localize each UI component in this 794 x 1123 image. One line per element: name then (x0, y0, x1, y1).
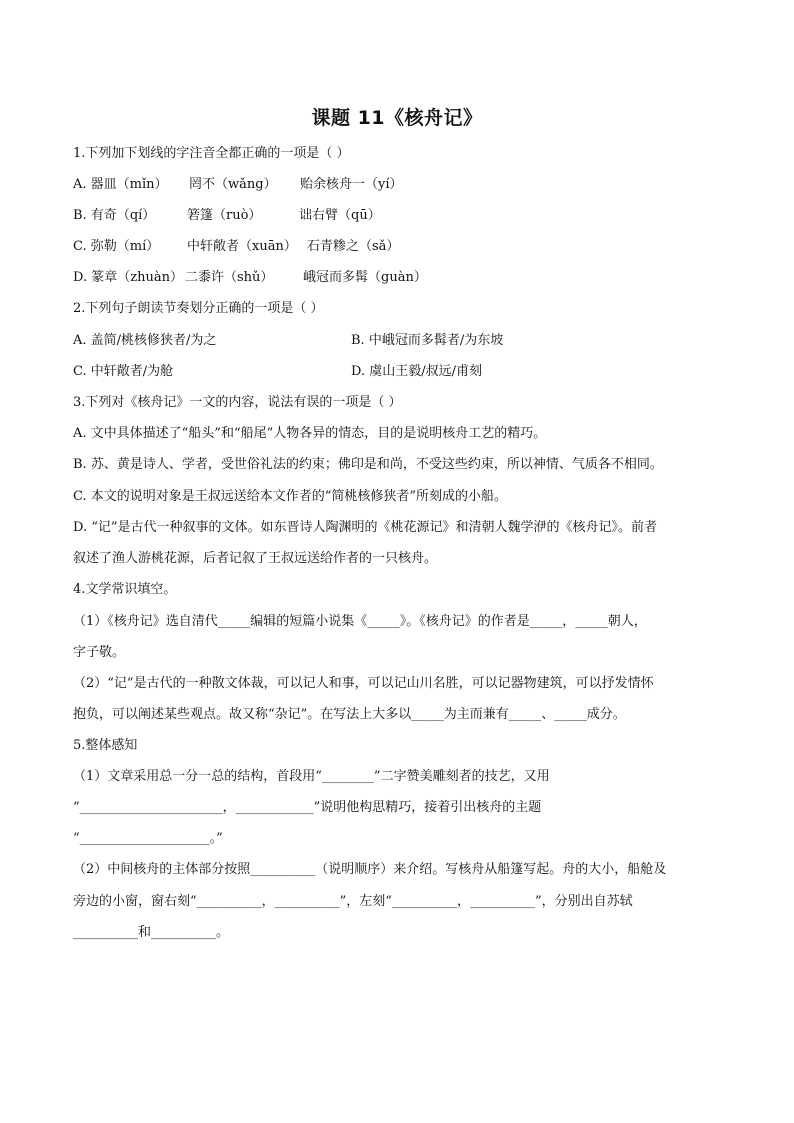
q5-part2-line1: （2）中间核舟的主体部分按照__________（说明顺序）来介绍。写核舟从船篷写起。舟的大小，船舱及 (73, 862, 667, 877)
q1-d-item3: 峨冠而多髯（guàn） (303, 270, 427, 285)
q3-option-c: C. 本文的说明对象是王叔远送给本文作者的“简桃核修狭者”所刻成的小船。 (73, 489, 508, 504)
q3-option-d-continued: 叙述了渔人游桃花源，后者记叙了王叔远送给作者的一只核舟。 (73, 551, 438, 566)
q5-part2-line3: __________和__________。 (73, 925, 230, 940)
q5-part2-line2: 旁边的小窗，窗右刻“__________，__________”，左刻“__________，__________”，分别出自苏轼 (73, 894, 633, 909)
q3-option-d: D. “记”是古代一种叙事的文体。如东晋诗人陶渊明的《桃花源记》和清朝人魏学洢的《核舟记》。前者 (73, 520, 658, 535)
q1-b-item1: B. 有奇（qí） (73, 208, 156, 223)
q1-d-item1: D. 篆章（zhuàn） (73, 270, 183, 285)
q3-option-a: A. 文中具体描述了“船头”和“船尾”人物各异的情态，目的是说明核舟工艺的精巧。 (73, 426, 547, 441)
q1-c-item2: 中轩敞者（xuān） (187, 239, 297, 254)
q1-a-item2: 罔不（wǎng） (189, 177, 277, 192)
q1-stem: 1.下列加下划线的字注音全都正确的一项是（ ） (73, 146, 350, 161)
q5-part1-line1: （1）文章采用总一分一总的结构，首段用“________”二字赞美雕刻者的技艺，又用 (73, 769, 550, 784)
q5-stem: 5.整体感知 (73, 738, 138, 753)
q4-part2-line1: （2）“记”是古代的一种散文体裁，可以记人和事，可以记山川名胜，可以记器物建筑，可以抒发情怀 (73, 676, 654, 691)
q1-b-item3: 诎右臂（qū） (299, 208, 381, 223)
q3-option-b: B. 苏、黄是诗人、学者，受世俗礼法的约束；佛印是和尚，不受这些约束，所以神情、气质各不相同。 (73, 457, 663, 472)
q1-a-item1: A. 器皿（mǐn） (73, 177, 168, 192)
q1-a-item3: 贻余核舟一（yí） (300, 177, 403, 192)
page-title: 课题 11《核舟记》 (311, 107, 483, 129)
q5-part1-line3: “____________________。” (73, 831, 223, 846)
q4-part1-line1: （1）《核舟记》选自清代_____编辑的短篇小说集《_____》。《核舟记》的作者是_____，_____朝人， (73, 614, 647, 629)
q1-c-item1: C. 弥勒（mí） (73, 239, 160, 254)
q2-stem: 2.下列句子朗读节奏划分正确的一项是（ ） (73, 301, 324, 316)
q4-stem: 4.文学常识填空。 (73, 582, 177, 597)
q2-option-a: A. 盖简/桃核修狭者/为之 (73, 333, 217, 348)
q4-part2-line2: 抱负，可以阐述某些观点。故又称“杂记”。在写法上大多以_____为主而兼有_____、_____成分。 (73, 707, 626, 722)
q3-stem: 3.下列对《核舟记》一文的内容，说法有误的一项是（ ） (73, 395, 402, 410)
q2-option-d: D. 虞山王毅/叔远/甫刻 (351, 364, 482, 379)
q1-b-item2: 箬篷（ruò） (187, 208, 262, 223)
q5-part1-line2: “______________________，____________”说明他构思精巧，接着引出核舟的主题 (73, 800, 542, 815)
q4-part1-line2: 字子敬。 (73, 645, 126, 660)
q1-d-item2: 二黍许（shǔ） (185, 270, 274, 285)
q2-option-c: C. 中轩敞者/为舱 (73, 364, 174, 379)
q1-c-item3: 石青糁之（sǎ） (307, 239, 400, 254)
q2-option-b: B. 中峨冠而多髯者/为东坡 (351, 333, 504, 348)
